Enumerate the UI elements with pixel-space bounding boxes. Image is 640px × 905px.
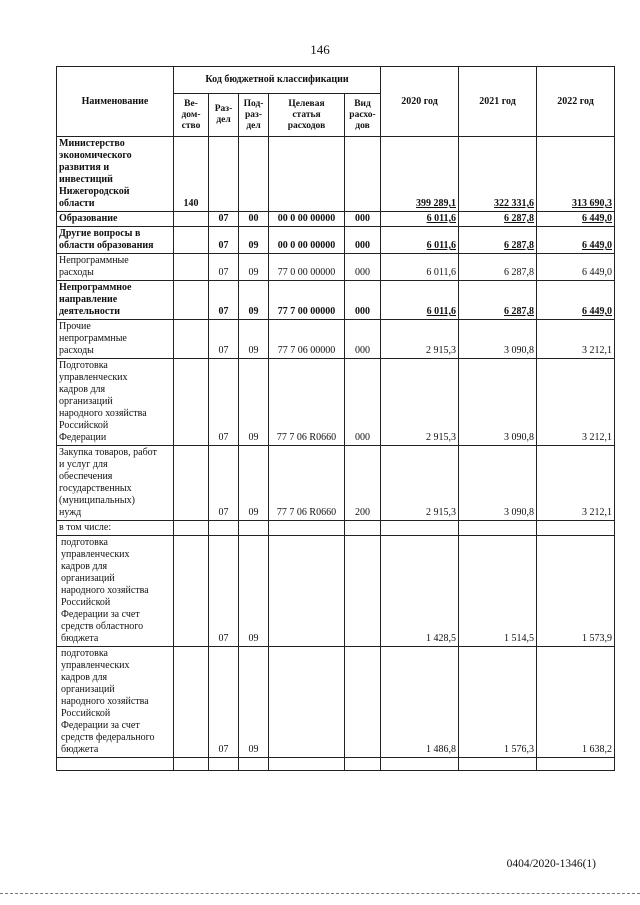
cell-2021: 6 287,8 (459, 254, 537, 281)
cell-celevaya-statya: 77 7 06 R0660 (269, 359, 345, 446)
cell-name: Закупка товаров, работ и услуг для обеспечения государственных (муниципальных) нужд (57, 446, 174, 521)
header-vid-rashodov: Вид расхо- дов (345, 94, 381, 137)
cell-vid-rashodov (345, 647, 381, 758)
cell-razdel (209, 521, 239, 536)
cell-2021: 6 287,8 (459, 227, 537, 254)
table-row (57, 359, 615, 446)
cell-2021: 3 090,8 (459, 446, 537, 521)
header-2022: 2022 год (537, 67, 615, 137)
cell-2020: 2 915,3 (381, 320, 459, 359)
cell-podrazdel: 09 (239, 359, 269, 446)
cell-name: Образование (57, 212, 174, 227)
cell-celevaya-statya (269, 647, 345, 758)
table-row (57, 281, 615, 320)
table-row (57, 536, 615, 647)
cell-2021: 6 287,8 (459, 281, 537, 320)
page-number: 146 (310, 42, 330, 57)
cell-2021: 3 090,8 (459, 359, 537, 446)
cell-2020: 2 915,3 (381, 359, 459, 446)
cell-2022: 1 573,9 (537, 536, 615, 647)
footer-divider (0, 893, 640, 894)
cell-podrazdel: 09 (239, 320, 269, 359)
cell-name: Подготовка управленческих кадров для организаций народного хозяйства Российской Федерации (57, 359, 174, 446)
header-vedomstvo: Ве- дом- ство (174, 94, 209, 137)
header-razdel: Раз- дел (209, 94, 239, 137)
cell-vedomstvo (174, 212, 209, 227)
cell-vid-rashodov: 000 (345, 254, 381, 281)
cell-podrazdel (239, 521, 269, 536)
cell-empty (381, 758, 459, 771)
cell-razdel: 07 (209, 536, 239, 647)
table-row (57, 212, 615, 227)
header-classification-group: Код бюджетной классификации (174, 67, 381, 94)
cell-podrazdel: 09 (239, 647, 269, 758)
cell-podrazdel: 00 (239, 212, 269, 227)
header-podrazdel: Под- раз- дел (239, 94, 269, 137)
cell-vid-rashodov: 000 (345, 359, 381, 446)
table-row (57, 137, 615, 212)
cell-2020: 6 011,6 (381, 281, 459, 320)
cell-podrazdel: 09 (239, 536, 269, 647)
cell-name: Непрограммные расходы (57, 254, 174, 281)
table-body (57, 137, 615, 771)
cell-vid-rashodov (345, 536, 381, 647)
header-row-1 (57, 67, 615, 94)
cell-2020: 1 486,8 (381, 647, 459, 758)
cell-podrazdel: 09 (239, 446, 269, 521)
cell-celevaya-statya: 77 7 06 00000 (269, 320, 345, 359)
cell-2021: 1 514,5 (459, 536, 537, 647)
cell-razdel: 07 (209, 320, 239, 359)
cell-celevaya-statya: 77 7 06 R0660 (269, 446, 345, 521)
cell-celevaya-statya (269, 536, 345, 647)
cell-vid-rashodov: 200 (345, 446, 381, 521)
cell-empty (269, 758, 345, 771)
cell-empty (459, 758, 537, 771)
cell-vid-rashodov (345, 521, 381, 536)
cell-2020: 6 011,6 (381, 212, 459, 227)
cell-2022: 3 212,1 (537, 359, 615, 446)
header-2020: 2020 год (381, 67, 459, 137)
budget-table (56, 66, 615, 771)
cell-vedomstvo (174, 446, 209, 521)
cell-razdel: 07 (209, 446, 239, 521)
cell-2021: 1 576,3 (459, 647, 537, 758)
table-row (57, 647, 615, 758)
cell-2020: 6 011,6 (381, 254, 459, 281)
cell-name: в том числе: (57, 521, 174, 536)
cell-celevaya-statya: 00 0 00 00000 (269, 227, 345, 254)
table-row (57, 227, 615, 254)
cell-vedomstvo (174, 647, 209, 758)
cell-podrazdel: 09 (239, 281, 269, 320)
cell-razdel: 07 (209, 647, 239, 758)
cell-2020 (381, 521, 459, 536)
cell-razdel: 07 (209, 227, 239, 254)
cell-vid-rashodov: 000 (345, 227, 381, 254)
cell-empty (174, 758, 209, 771)
cell-2021: 322 331,6 (459, 137, 537, 212)
cell-2022: 3 212,1 (537, 320, 615, 359)
cell-2020: 2 915,3 (381, 446, 459, 521)
cell-empty (537, 758, 615, 771)
table-row (57, 254, 615, 281)
cell-vid-rashodov: 000 (345, 320, 381, 359)
header-celevaya-statya: Целевая статья расходов (269, 94, 345, 137)
cell-2021: 6 287,8 (459, 212, 537, 227)
cell-2022: 313 690,3 (537, 137, 615, 212)
cell-celevaya-statya (269, 521, 345, 536)
cell-vedomstvo (174, 521, 209, 536)
cell-celevaya-statya: 77 0 00 00000 (269, 254, 345, 281)
cell-2020: 399 289,1 (381, 137, 459, 212)
cell-vid-rashodov: 000 (345, 212, 381, 227)
cell-2022: 3 212,1 (537, 446, 615, 521)
cell-empty (57, 758, 174, 771)
table-row (57, 446, 615, 521)
cell-podrazdel: 09 (239, 254, 269, 281)
cell-2020: 1 428,5 (381, 536, 459, 647)
cell-2020: 6 011,6 (381, 227, 459, 254)
cell-name: Министерство экономического развития и инвестиций Нижегородской области (57, 137, 174, 212)
cell-razdel: 07 (209, 254, 239, 281)
cell-celevaya-statya (269, 137, 345, 212)
cell-razdel: 07 (209, 359, 239, 446)
cell-vid-rashodov (345, 137, 381, 212)
cell-vid-rashodov: 000 (345, 281, 381, 320)
header-2021: 2021 год (459, 67, 537, 137)
cell-razdel: 07 (209, 212, 239, 227)
cell-2022 (537, 521, 615, 536)
cell-vedomstvo (174, 227, 209, 254)
cell-2021: 3 090,8 (459, 320, 537, 359)
cell-vedomstvo (174, 281, 209, 320)
cell-name: Прочие непрограммные расходы (57, 320, 174, 359)
cell-2022: 6 449,0 (537, 254, 615, 281)
cell-celevaya-statya: 00 0 00 00000 (269, 212, 345, 227)
cell-podrazdel: 09 (239, 227, 269, 254)
cell-name: подготовка управленческих кадров для организаций народного хозяйства Российской Федерации за счет средств областного бюджета (57, 536, 174, 647)
cell-empty (209, 758, 239, 771)
cell-2022: 6 449,0 (537, 227, 615, 254)
table-row (57, 320, 615, 359)
cell-name: Другие вопросы в области образования (57, 227, 174, 254)
cell-vedomstvo: 140 (174, 137, 209, 212)
cell-2022: 6 449,0 (537, 212, 615, 227)
cell-vedomstvo (174, 320, 209, 359)
header-name: Наименование (57, 67, 174, 137)
cell-2021 (459, 521, 537, 536)
cell-2022: 6 449,0 (537, 281, 615, 320)
cell-vedomstvo (174, 359, 209, 446)
cell-name: подготовка управленческих кадров для организаций народного хозяйства Российской Федерации за счет средств федерального бюджета (57, 647, 174, 758)
cell-podrazdel (239, 137, 269, 212)
cell-vedomstvo (174, 254, 209, 281)
cell-celevaya-statya: 77 7 00 00000 (269, 281, 345, 320)
cell-empty (239, 758, 269, 771)
cell-razdel: 07 (209, 281, 239, 320)
document-code: 0404/2020-1346(1) (506, 858, 596, 870)
cell-razdel (209, 137, 239, 212)
cell-vedomstvo (174, 536, 209, 647)
cell-2022: 1 638,2 (537, 647, 615, 758)
table-row (57, 521, 615, 536)
table-row-empty (57, 758, 615, 771)
cell-empty (345, 758, 381, 771)
cell-name: Непрограммное направление деятельности (57, 281, 174, 320)
